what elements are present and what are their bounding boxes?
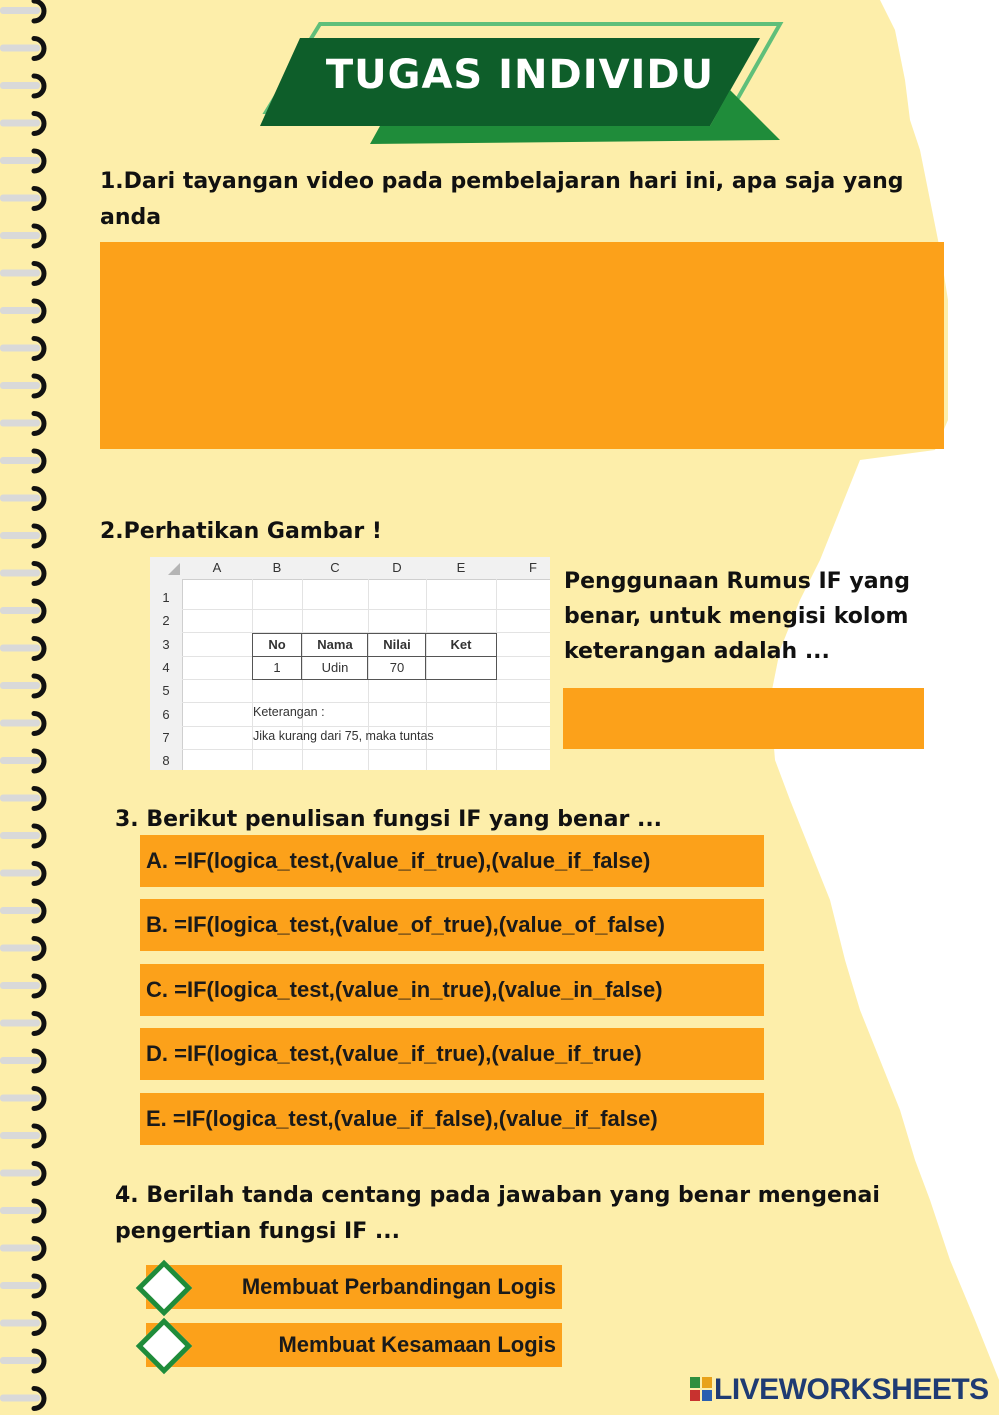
excel-row-1: 1 (162, 590, 170, 605)
page-title: TUGAS INDIVIDU (325, 52, 715, 98)
spiral-wire (0, 195, 40, 202)
option-b[interactable]: B. =IF(logica_test,(value_of_true),(value_of_false) (140, 899, 764, 951)
spiral-wire (0, 982, 40, 989)
option-d[interactable]: D. =IF(logica_test,(value_if_true),(value_if_true) (140, 1028, 764, 1080)
question-4-line-2: pengertian fungsi IF ... (115, 1219, 400, 1244)
liveworksheets-mark-icon (690, 1377, 712, 1401)
table-cell-nama: Udin (321, 660, 349, 675)
choice-perbandingan-logis[interactable]: Membuat Perbandingan Logis (146, 1265, 562, 1309)
excel-row-6: 6 (162, 707, 170, 722)
spiral-wire (0, 1170, 40, 1177)
question-2-prompt-line-3: keterangan adalah ... (564, 639, 830, 664)
question-2-prompt-line-1: Penggunaan Rumus IF yang (564, 569, 910, 594)
spiral-wire (0, 45, 40, 52)
spiral-wire (0, 7, 40, 14)
table-cell-ket (426, 657, 496, 679)
excel-col-c: C (330, 560, 340, 575)
spiral-wire (0, 570, 40, 577)
excel-row-4: 4 (162, 660, 170, 675)
question-4-label (115, 1178, 880, 1250)
excel-note-label: Keterangan : (253, 705, 325, 719)
spiral-wire (0, 157, 40, 164)
excel-row-3: 3 (162, 637, 170, 652)
spiral-wire (0, 1207, 40, 1214)
spiral-wire (0, 682, 40, 689)
option-a[interactable]: A. =IF(logica_test,(value_if_true),(value_if_false) (140, 835, 764, 887)
question-4-line-1: 4. Berilah tanda centang pada jawaban yang benar mengenai (115, 1183, 880, 1208)
spiral-wire (0, 82, 40, 89)
excel-row-7: 7 (162, 730, 170, 745)
spiral-wire (0, 120, 40, 127)
excel-col-e: E (456, 560, 466, 575)
spiral-wire (0, 532, 40, 539)
spiral-wire (0, 270, 40, 277)
grid-line (182, 609, 550, 610)
spiral-wire (0, 1095, 40, 1102)
spiral-wire (0, 457, 40, 464)
excel-note-text: Jika kurang dari 75, maka tuntas (253, 729, 434, 743)
spiral-wire (0, 795, 40, 802)
grid-line (182, 726, 550, 727)
excel-col-a: A (212, 560, 222, 575)
spiral-wire (0, 1057, 40, 1064)
spiral-wire (0, 945, 40, 952)
option-e[interactable]: E. =IF(logica_test,(value_if_false),(value_if_false) (140, 1093, 764, 1145)
excel-row-2: 2 (162, 613, 170, 628)
spiral-wire (0, 420, 40, 427)
spiral-wire (0, 645, 40, 652)
table-cell-no: 1 (273, 660, 281, 675)
excel-col-b: B (272, 560, 282, 575)
grid-line (182, 702, 550, 703)
spiral-wire (0, 757, 40, 764)
spiral-wire (0, 1395, 40, 1402)
spiral-wire (0, 382, 40, 389)
option-c[interactable]: C. =IF(logica_test,(value_in_true),(value_in_false) (140, 964, 764, 1016)
spiral-wire (0, 1132, 40, 1139)
question-2-answer-box[interactable] (563, 688, 924, 749)
spiral-wire (0, 345, 40, 352)
question-2-label: 2.Perhatikan Gambar ! (100, 519, 382, 544)
spiral-wire (0, 907, 40, 914)
table-cell-nilai: 70 (389, 660, 405, 675)
spiral-wire (0, 607, 40, 614)
excel-row-8: 8 (162, 753, 170, 768)
spiral-wire (0, 232, 40, 239)
excel-row-5: 5 (162, 683, 170, 698)
spiral-wire (0, 495, 40, 502)
excel-col-f: F (529, 560, 537, 575)
spiral-wire (0, 1245, 40, 1252)
excel-col-d: D (392, 560, 402, 575)
select-all-corner-icon (168, 563, 180, 575)
question-1-line-1: 1.Dari tayangan video pada pembelajaran hari ini, apa saja yang anda (100, 169, 904, 230)
question-2-prompt (564, 564, 910, 669)
spiral-wire (0, 1020, 40, 1027)
logo-text: LIVEWORKSHEETS (714, 1373, 989, 1406)
spiral-wire (0, 1282, 40, 1289)
spiral-wire (0, 832, 40, 839)
spiral-wire (0, 870, 40, 877)
table-header-ket: Ket (450, 637, 472, 652)
question-2-prompt-line-2: benar, untuk mengisi kolom (564, 604, 909, 629)
spiral-wire (0, 307, 40, 314)
question-1-answer-box[interactable] (100, 242, 944, 449)
table-header-no: No (268, 637, 286, 652)
liveworksheets-logo (690, 1373, 989, 1409)
spiral-binding (0, 0, 70, 1415)
spiral-wire (0, 1357, 40, 1364)
spiral-wire (0, 1320, 40, 1327)
table-header-nama: Nama (317, 637, 353, 652)
grid-line (182, 749, 550, 750)
table-header-nilai: Nilai (383, 637, 411, 652)
choice-kesamaan-logis[interactable]: Membuat Kesamaan Logis (146, 1323, 562, 1367)
excel-screenshot (150, 557, 550, 770)
spiral-wire (0, 720, 40, 727)
question-3-label: 3. Berikut penulisan fungsi IF yang benar ... (115, 807, 663, 832)
